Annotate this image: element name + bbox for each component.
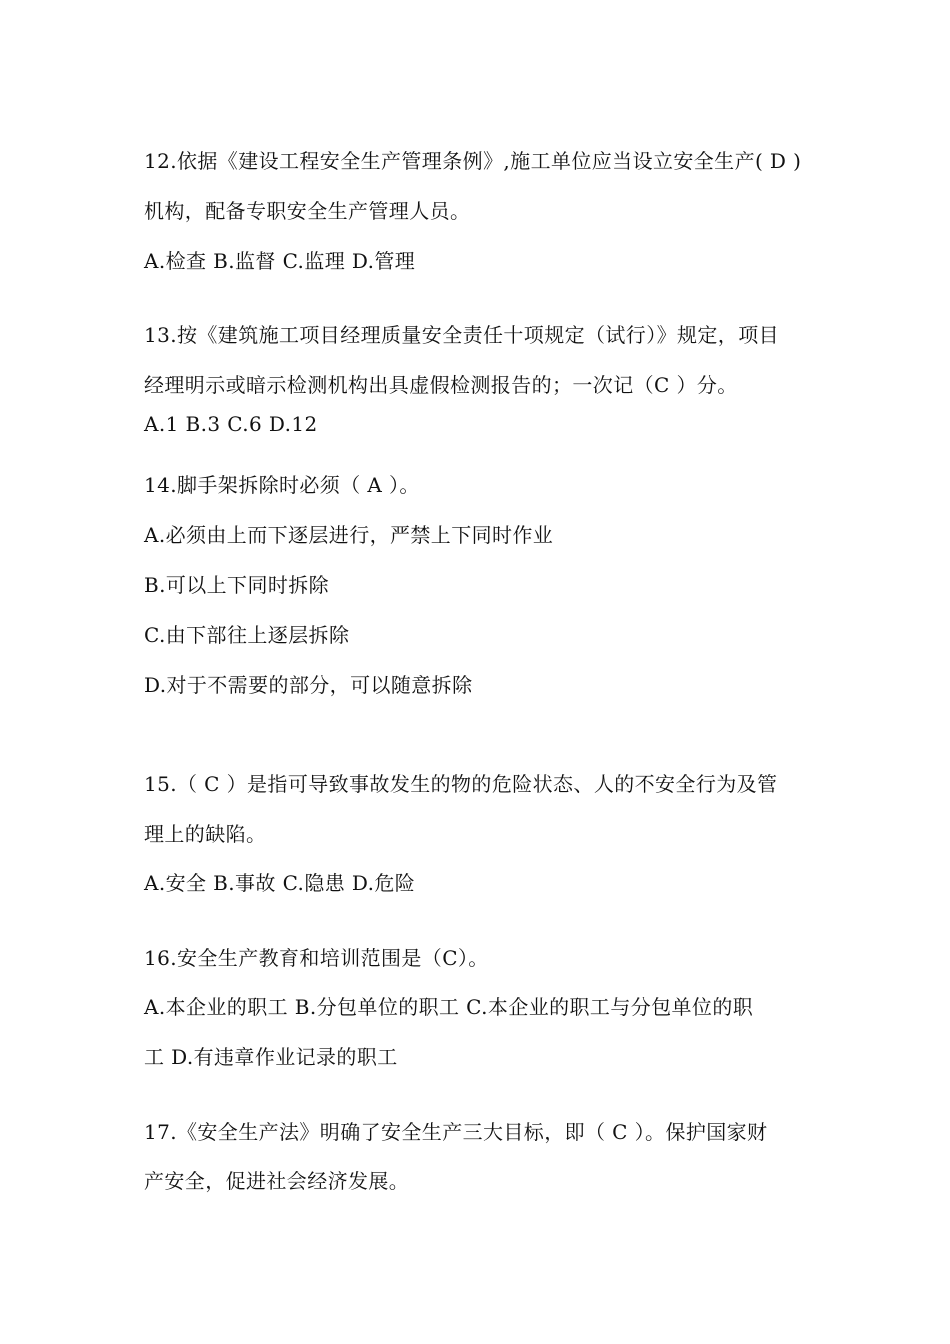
question-16-options-line-1: A.本企业的职工 B.分包单位的职工 C.本企业的职工与分包单位的职 <box>144 995 754 1019</box>
question-15-options: A.安全 B.事故 C.隐患 D.危险 <box>144 871 416 895</box>
question-16-options-line-2: 工 D.有违章作业记录的职工 <box>144 1045 398 1069</box>
question-14-option-b: B.可以上下同时拆除 <box>144 573 330 597</box>
question-14-option-a: A.必须由上而下逐层进行，严禁上下同时作业 <box>144 523 554 547</box>
question-13-line-2: 经理明示或暗示检测机构出具虚假检测报告的；一次记（C ）分。 <box>144 373 738 397</box>
question-14-option-d: D.对于不需要的部分，可以随意拆除 <box>144 673 473 697</box>
question-17-line-1: 17.《安全生产法》明确了安全生产三大目标，即（ C ）。保护国家财 <box>144 1120 768 1144</box>
question-13-line-1: 13.按《建筑施工项目经理质量安全责任十项规定（试行）》规定，项目 <box>144 323 780 347</box>
question-17-line-2: 产安全，促进社会经济发展。 <box>144 1169 410 1193</box>
question-15-line-2: 理上的缺陷。 <box>144 822 267 846</box>
question-15-line-1: 15.（ C ）是指可导致事故发生的物的危险状态、人的不安全行为及管 <box>144 772 778 796</box>
question-12-line-2: 机构，配备专职安全生产管理人员。 <box>144 199 471 223</box>
question-13-options: A.1 B.3 C.6 D.12 <box>144 412 318 436</box>
question-12-options: A.检查 B.监督 C.监理 D.管理 <box>144 249 416 273</box>
question-14-line-1: 14.脚手架拆除时必须（ A ）。 <box>144 473 420 497</box>
question-12-line-1: 12.依据《建设工程安全生产管理条例》,施工单位应当设立安全生产( D ) <box>144 149 802 173</box>
question-14-option-c: C.由下部往上逐层拆除 <box>144 623 350 647</box>
question-16-line-1: 16.安全生产教育和培训范围是（C）。 <box>144 946 489 970</box>
